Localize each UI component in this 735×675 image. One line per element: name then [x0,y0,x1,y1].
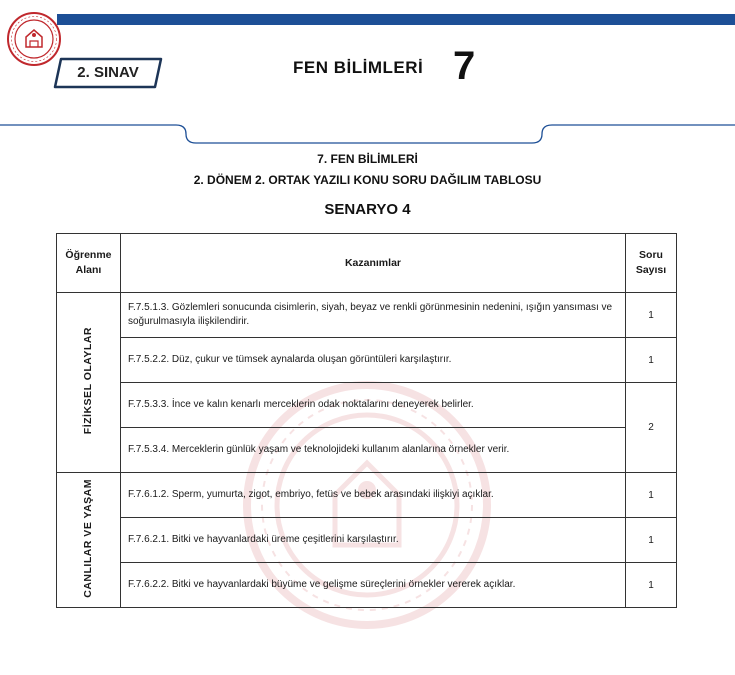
outcome-cell: F.7.5.3.3. İnce ve kalın kenarlı merceklerin odak noktalarını deneyerek belirler. [120,383,625,428]
table-row [57,473,677,518]
exam-badge [53,56,163,90]
topic-distribution-table [56,233,677,608]
table-row [57,563,677,608]
outcome-cell: F.7.5.3.4. Merceklerin günlük yaşam ve teknolojideki kullanım alanlarına örnekler verir. [120,428,625,473]
scenario-title: SENARYO 4 [324,201,411,218]
area-cell [57,293,121,473]
outcome-cell: F.7.6.1.2. Sperm, yumurta, zigot, embriyo, fetüs ve bebek arasındaki ilişkiyi açıklar. [120,473,625,518]
area-label: FİZİKSEL OLAYLAR [81,327,94,435]
exam-label: 2. SINAV [77,64,139,81]
header-divider [0,120,735,150]
document-subtitle: 2. DÖNEM 2. ORTAK YAZILI KONU SORU DAĞILIM TABLOSU [193,173,542,187]
count-cell: 1 [626,518,677,563]
header-outcomes: Kazanımlar [120,234,625,293]
document-title: 7. FEN BİLİMLERİ [317,152,418,166]
count-cell: 1 [626,563,677,608]
header-area: Öğrenme Alanı [57,234,121,293]
count-cell: 1 [626,473,677,518]
outcome-cell: F.7.6.2.1. Bitki ve hayvanlardaki üreme çeşitlerini karşılaştırır. [120,518,625,563]
grade-number: 7 [453,44,476,88]
header-count: Soru Sayısı [626,234,677,293]
table-row [57,518,677,563]
count-cell: 1 [626,338,677,383]
table-row [57,383,677,428]
count-cell: 2 [626,383,677,473]
count-cell: 1 [626,293,677,338]
table-header-row [57,234,677,293]
table-row [57,428,677,473]
outcome-cell: F.7.5.1.3. Gözlemleri sonucunda cisimlerin, siyah, beyaz ve renkli görünmesinin nedenini, ışığın yansıması ve soğurulmasıyla ilişkilendirir. [120,293,625,338]
area-cell [57,473,121,608]
outcome-cell: F.7.6.2.2. Bitki ve hayvanlardaki büyüme ve gelişme süreçlerini örnekler vererek açıklar. [120,563,625,608]
header-bar [57,14,735,25]
table-row [57,338,677,383]
table-row [57,293,677,338]
outcome-cell: F.7.5.2.2. Düz, çukur ve tümsek aynalarda oluşan görüntüleri karşılaştırır. [120,338,625,383]
area-label: CANLILAR VE YAŞAM [81,479,94,598]
subject-title: FEN BİLİMLERİ [293,58,424,77]
